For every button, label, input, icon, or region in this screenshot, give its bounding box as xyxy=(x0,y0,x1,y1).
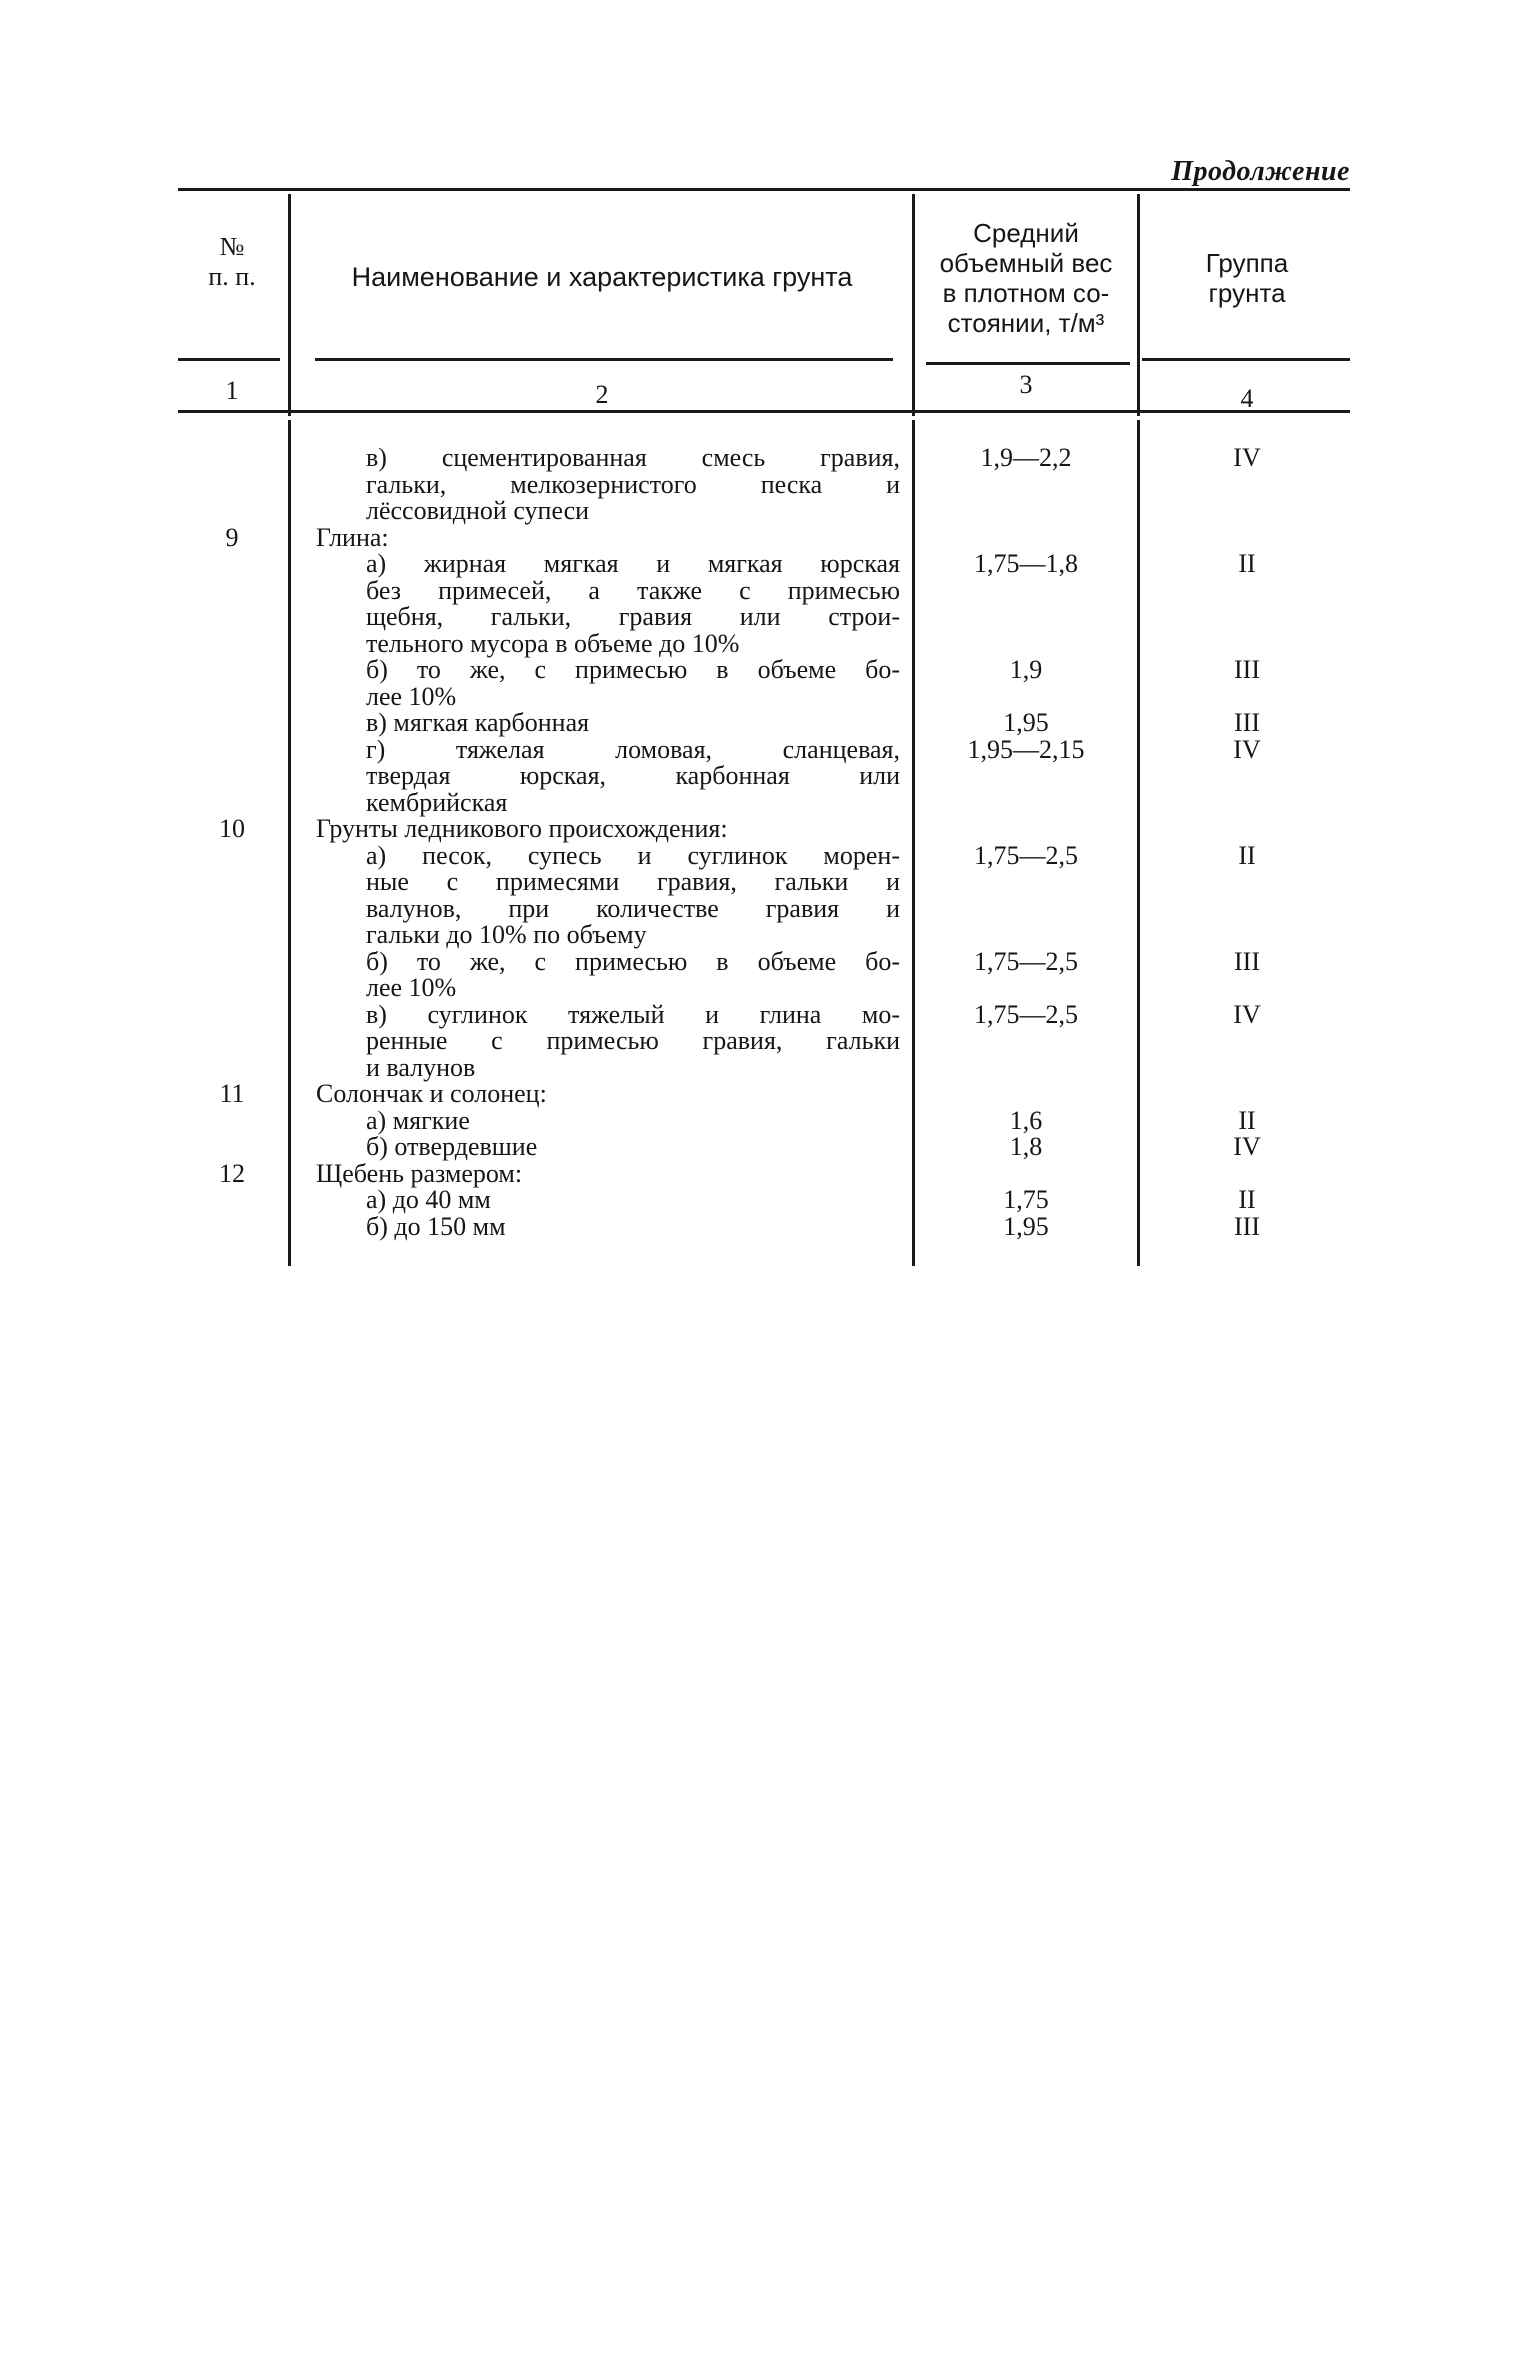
soil-description: валунов, при количестве гравия и xyxy=(366,893,900,923)
column-number-2: 2 xyxy=(595,380,609,409)
bulk-weight-value: 1,75—1,8 xyxy=(974,549,1078,578)
soil-description: в) сцементированная смесь гравия, xyxy=(366,443,900,472)
bulk-weight-value: 1,8 xyxy=(1009,1132,1043,1161)
header-weight-line-3: в плотном со- xyxy=(942,278,1110,308)
soil-description: б) отвердевшие xyxy=(366,1132,538,1161)
table-row xyxy=(0,1107,1535,1134)
table-row xyxy=(0,736,1535,763)
table-row xyxy=(0,550,1535,577)
column-number-3: 3 xyxy=(1019,370,1033,399)
table-row xyxy=(0,895,1535,922)
table-row xyxy=(0,1054,1535,1081)
soil-group-value: II xyxy=(1238,1185,1256,1214)
bulk-weight-value: 1,95—2,15 xyxy=(967,734,1085,764)
header-weight-line-2: объемный вес xyxy=(939,248,1113,278)
soil-description: без примесей, а также с примесью xyxy=(366,575,900,605)
bulk-weight-value: 1,9—2,2 xyxy=(980,443,1072,472)
bulk-weight-value: 1,95 xyxy=(1003,1211,1049,1241)
soil-description: б) то же, с примесью в объеме бо- xyxy=(366,655,900,684)
bulk-weight-value: 1,75 xyxy=(1003,1185,1049,1214)
soil-description: Щебень размером: xyxy=(316,1158,523,1188)
table-row xyxy=(0,603,1535,630)
header-weight-line-1: Средний xyxy=(973,218,1079,248)
column-number-1: 1 xyxy=(225,376,239,405)
soil-description: Грунты ледникового происхождения: xyxy=(316,814,728,843)
table-top-rule xyxy=(178,188,1350,191)
soil-group-value: III xyxy=(1234,1211,1260,1241)
row-number: 12 xyxy=(219,1158,245,1188)
row-number: 11 xyxy=(219,1079,245,1108)
soil-description: г) тяжелая ломовая, сланцевая, xyxy=(366,734,900,764)
header-number-line-2: п. п. xyxy=(208,262,256,291)
soil-description: ные с примесями гравия, гальки и xyxy=(366,867,900,896)
column-number-4: 4 xyxy=(1240,384,1254,413)
table-row xyxy=(0,524,1535,551)
soil-description: гальки, мелкозернистого песка и xyxy=(366,469,900,499)
table-row xyxy=(0,497,1535,524)
bulk-weight-value: 1,9 xyxy=(1009,655,1043,684)
soil-group-value: IV xyxy=(1233,999,1261,1029)
table-row xyxy=(0,974,1535,1001)
header-group xyxy=(1144,248,1350,308)
row-number: 10 xyxy=(219,814,245,843)
table-row xyxy=(0,1027,1535,1054)
soil-group-value: III xyxy=(1234,708,1260,737)
bulk-weight-value: 1,75—2,5 xyxy=(974,999,1078,1029)
header-weight xyxy=(918,218,1134,338)
header-group-line-1: Группа xyxy=(1205,248,1289,278)
soil-description: и валунов xyxy=(366,1052,476,1082)
soil-group-value: IV xyxy=(1233,734,1261,764)
table-row xyxy=(0,815,1535,842)
bulk-weight-value: 1,75—2,5 xyxy=(974,840,1078,870)
soil-description: а) мягкие xyxy=(366,1105,470,1135)
soil-description: б) до 150 мм xyxy=(366,1211,506,1241)
table-row xyxy=(0,1160,1535,1187)
table-row xyxy=(0,444,1535,471)
row-number: 9 xyxy=(225,522,239,552)
soil-description: кембрийская xyxy=(366,787,508,817)
column-divider-3-header xyxy=(1137,194,1140,416)
header-rule-col3 xyxy=(926,362,1130,365)
table-row xyxy=(0,1080,1535,1107)
continuation-label: Продолжение xyxy=(1171,156,1350,187)
soil-description: гальки до 10% по объему xyxy=(366,920,647,949)
soil-description: ренные с примесью гравия, гальки xyxy=(366,1026,900,1055)
soil-description: а) песок, супесь и суглинок морен- xyxy=(366,840,900,870)
header-number xyxy=(178,232,286,292)
soil-description: лёссовидной супеси xyxy=(366,496,590,525)
soil-description: щебня, гальки, гравия или строи- xyxy=(366,602,900,631)
soil-group-value: IV xyxy=(1233,1132,1261,1161)
table-row xyxy=(0,948,1535,975)
column-divider-2-header xyxy=(912,194,915,416)
soil-group-value: III xyxy=(1234,655,1260,684)
soil-description: лее 10% xyxy=(366,973,457,1002)
table-row xyxy=(0,577,1535,604)
table-row xyxy=(0,921,1535,948)
soil-group-value: II xyxy=(1238,1105,1256,1135)
table-row xyxy=(0,762,1535,789)
soil-description: Солончак и солонец: xyxy=(316,1079,547,1108)
soil-description: а) до 40 мм xyxy=(366,1185,491,1214)
column-divider-1-header xyxy=(288,194,291,416)
soil-description: твердая юрская, карбонная или xyxy=(366,761,900,790)
bulk-weight-value: 1,6 xyxy=(1009,1105,1043,1135)
table-row xyxy=(0,683,1535,710)
header-group-line-2: грунта xyxy=(1208,278,1286,308)
soil-description: Глина: xyxy=(316,522,389,552)
soil-description: б) то же, с примесью в объеме бо- xyxy=(366,946,900,976)
table-row xyxy=(0,1133,1535,1160)
table-row xyxy=(0,868,1535,895)
header-number-line-1: № xyxy=(219,232,245,261)
table-row xyxy=(0,1186,1535,1213)
soil-description: лее 10% xyxy=(366,681,457,711)
soil-group-value: IV xyxy=(1233,443,1261,472)
header-weight-line-4: стоянии, т/м³ xyxy=(947,308,1105,338)
table-row xyxy=(0,842,1535,869)
soil-description: а) жирная мягкая и мягкая юрская xyxy=(366,549,900,578)
table-row xyxy=(0,709,1535,736)
soil-description: тельного мусора в объеме до 10% xyxy=(366,628,740,658)
table-row xyxy=(0,630,1535,657)
table-row xyxy=(0,471,1535,498)
soil-group-value: II xyxy=(1238,549,1256,578)
header-name: Наименование и характеристика грунта xyxy=(351,262,853,292)
table-row xyxy=(0,656,1535,683)
soil-group-value: II xyxy=(1238,840,1256,870)
header-rule-col1 xyxy=(178,358,280,361)
soil-description: в) мягкая карбонная xyxy=(366,708,590,737)
header-rule-col2 xyxy=(315,358,893,361)
bulk-weight-value: 1,95 xyxy=(1003,708,1049,737)
soil-description: в) суглинок тяжелый и глина мо- xyxy=(366,999,900,1029)
table-row xyxy=(0,1213,1535,1240)
header-rule-col4 xyxy=(1142,358,1350,361)
bulk-weight-value: 1,75—2,5 xyxy=(974,946,1078,976)
soil-group-value: III xyxy=(1234,946,1260,976)
table-row xyxy=(0,789,1535,816)
table-row xyxy=(0,1001,1535,1028)
